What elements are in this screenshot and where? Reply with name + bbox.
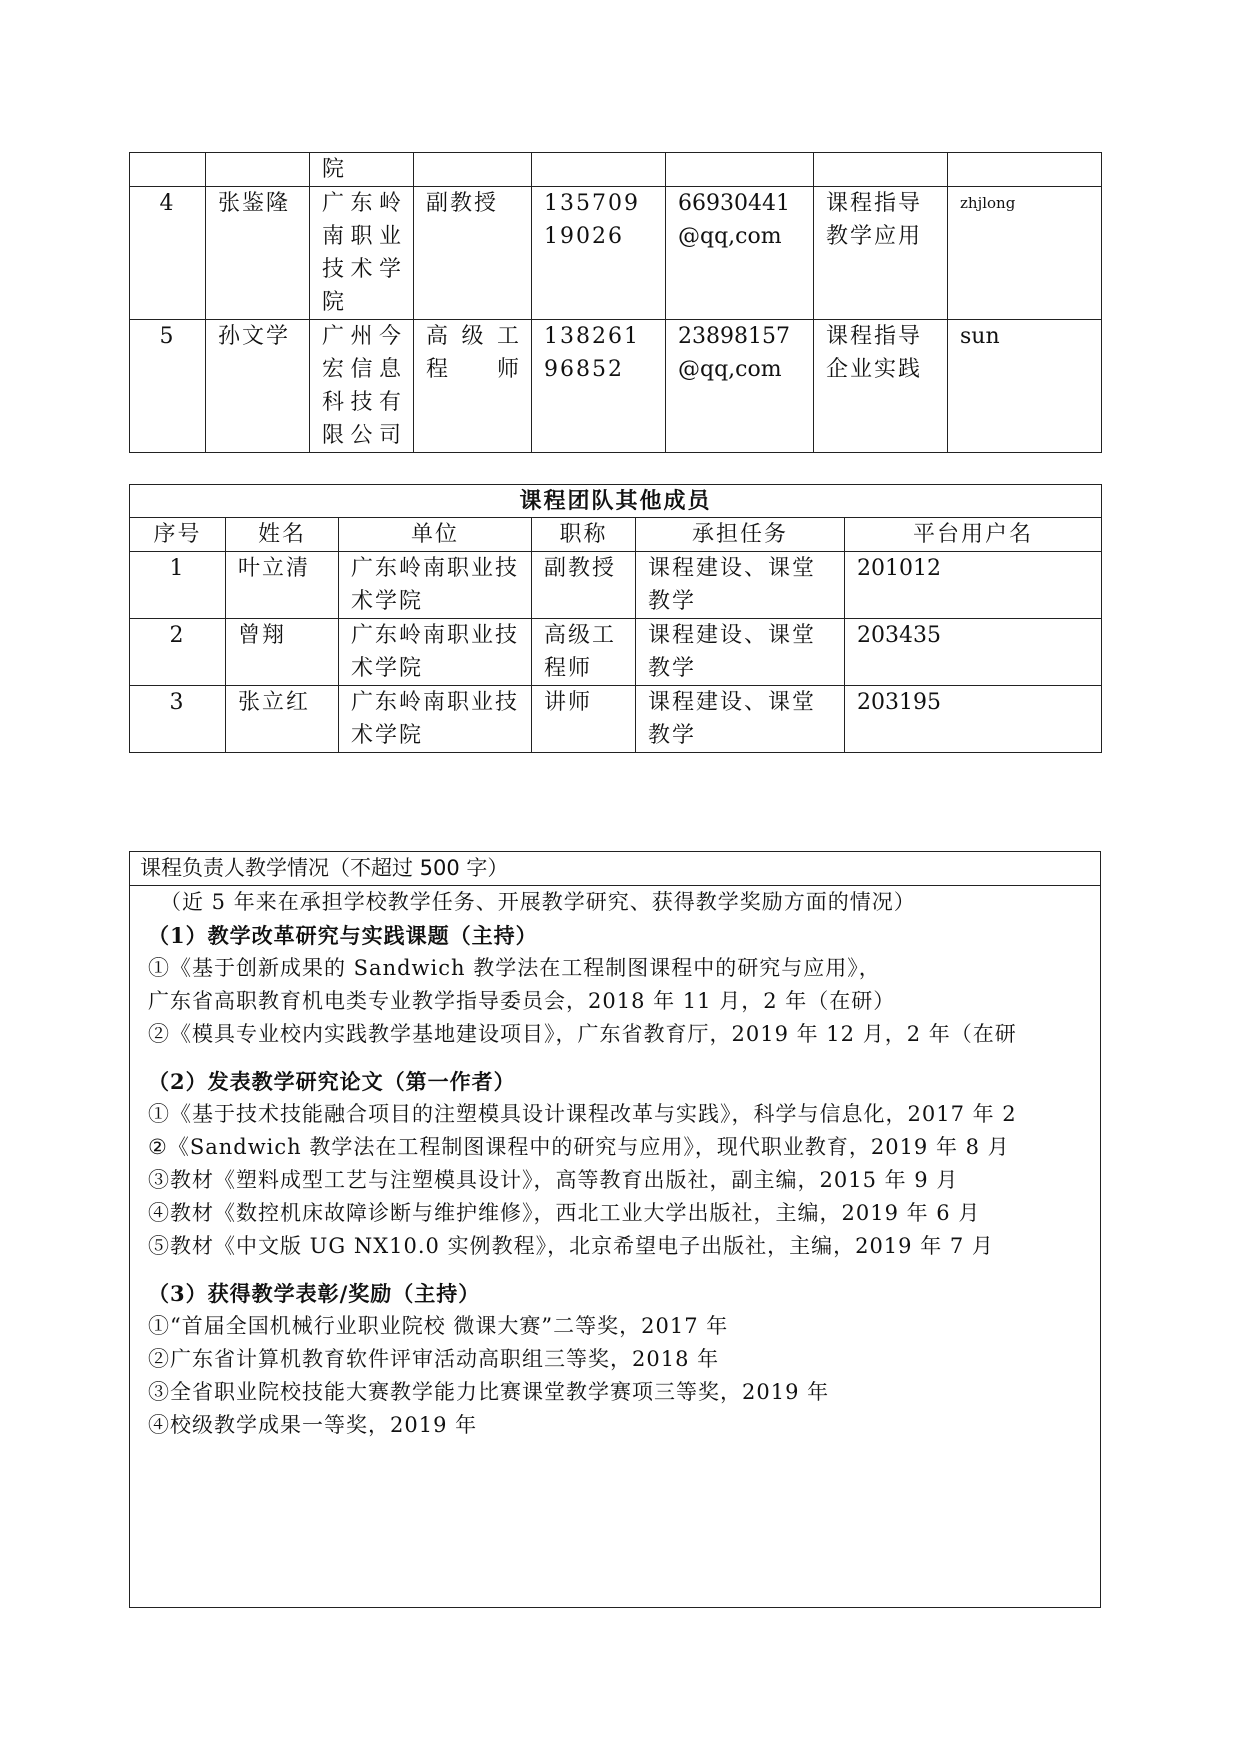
- teaching-title: 课程负责人教学情况（不超过 500 字）: [130, 852, 1100, 886]
- cell-task: 课程建设、课堂教学: [636, 686, 845, 753]
- cell-username: zhjlong: [948, 187, 1102, 320]
- cell-no: 3: [130, 686, 226, 753]
- header-no: 序号: [130, 518, 226, 552]
- header-unit: 单位: [339, 518, 532, 552]
- cell-unit: 广东岭南职业技术学院: [339, 552, 532, 619]
- cell-email: [666, 153, 814, 187]
- table-row: [130, 552, 1102, 619]
- cell-name: [206, 153, 310, 187]
- cell-no: 1: [130, 552, 226, 619]
- section-heading: （3）获得教学表彰/奖励（主持）: [148, 1281, 481, 1306]
- cell-email: 23898157@qq,com: [666, 320, 814, 453]
- header-username: 平台用户名: [845, 518, 1102, 552]
- cell-task: [814, 153, 948, 187]
- cell-unit: 广东岭南职业技术学院: [339, 619, 532, 686]
- table-row: [130, 187, 1102, 320]
- cell-name: 张立红: [226, 686, 339, 753]
- list-item: ④校级教学成果一等奖，2019 年: [148, 1413, 478, 1437]
- cell-title: 副教授: [414, 187, 532, 320]
- section-heading: （1）教学改革研究与实践课题（主持）: [148, 923, 538, 948]
- list-item: ⑤教材《中文版 UG NX10.0 实例教程》，北京希望电子出版社，主编，2019 年 7 月: [148, 1234, 994, 1258]
- table-row: [130, 153, 1102, 187]
- cell-no: 5: [130, 320, 206, 453]
- cell-task: 课程建设、课堂教学: [636, 552, 845, 619]
- section-heading: （2）发表教学研究论文（第一作者）: [148, 1069, 516, 1094]
- cell-title: 高级工程师: [532, 619, 636, 686]
- other-members-title: 课程团队其他成员: [130, 485, 1102, 518]
- header-name: 姓名: [226, 518, 339, 552]
- cell-email: 66930441@qq,com: [666, 187, 814, 320]
- cell-task: 课程指导教学应用: [814, 187, 948, 320]
- list-item: ③教材《塑料成型工艺与注塑模具设计》，高等教育出版社，副主编，2015 年 9 月: [148, 1168, 959, 1192]
- list-item: ②《模具专业校内实践教学基地建设项目》，广东省教育厅，2019 年 12 月，2 年（在研: [148, 1022, 1017, 1046]
- cell-unit: 院: [310, 153, 414, 187]
- cell-title: 讲师: [532, 686, 636, 753]
- members-table: [129, 152, 1102, 453]
- cell-name: 叶立清: [226, 552, 339, 619]
- cell-unit: 广州今宏信息科技有限公司: [310, 320, 414, 453]
- cell-username: 201012: [845, 552, 1102, 619]
- cell-no: 2: [130, 619, 226, 686]
- table-row: [130, 686, 1102, 753]
- cell-phone: 13826196852: [532, 320, 666, 453]
- list-item: ③全省职业院校技能大赛教学能力比赛课堂教学赛项三等奖，2019 年: [148, 1380, 830, 1404]
- table-header-row: [130, 518, 1102, 552]
- list-item: ①“首届全国机械行业职业院校 微课大赛”二等奖，2017 年: [148, 1314, 729, 1338]
- cell-no: [130, 153, 206, 187]
- table-row: [130, 320, 1102, 453]
- list-item: ①《基于技术技能融合项目的注塑模具设计课程改革与实践》，科学与信息化，2017 年 2: [148, 1102, 1017, 1126]
- cell-title: 高级工程师: [414, 320, 532, 453]
- cell-unit: 广东岭南职业技术学院: [310, 187, 414, 320]
- header-title: 职称: [532, 518, 636, 552]
- table-row: [130, 619, 1102, 686]
- cell-task: 课程建设、课堂教学: [636, 619, 845, 686]
- list-item: ①《基于创新成果的 Sandwich 教学法在工程制图课程中的研究与应用》，: [148, 956, 881, 980]
- list-item: ④教材《数控机床故障诊断与维护维修》，西北工业大学出版社，主编，2019 年 6 月: [148, 1201, 981, 1225]
- cell-title: [414, 153, 532, 187]
- cell-phone: 13570919026: [532, 187, 666, 320]
- cell-username: [948, 153, 1102, 187]
- list-item: ②广东省计算机教育软件评审活动高职组三等奖，2018 年: [148, 1347, 720, 1371]
- table-title-row: [130, 485, 1102, 518]
- teaching-subtitle: （近 5 年来在承担学校教学任务、开展教学研究、获得教学奖励方面的情况）: [160, 890, 916, 914]
- header-task: 承担任务: [636, 518, 845, 552]
- cell-phone: [532, 153, 666, 187]
- cell-username: sun: [948, 320, 1102, 453]
- list-item: ②《Sandwich 教学法在工程制图课程中的研究与应用》，现代职业教育，2019 年 8 月: [148, 1135, 1010, 1159]
- other-members-table: [129, 484, 1102, 753]
- cell-username: 203435: [845, 619, 1102, 686]
- teaching-situation-box: [129, 851, 1101, 1608]
- cell-name: 张鉴隆: [206, 187, 310, 320]
- cell-username: 203195: [845, 686, 1102, 753]
- cell-name: 曾翔: [226, 619, 339, 686]
- cell-name: 孙文学: [206, 320, 310, 453]
- cell-unit: 广东岭南职业技术学院: [339, 686, 532, 753]
- cell-no: 4: [130, 187, 206, 320]
- cell-title: 副教授: [532, 552, 636, 619]
- list-item: 广东省高职教育机电类专业教学指导委员会，2018 年 11 月，2 年（在研）: [148, 989, 896, 1013]
- cell-task: 课程指导企业实践: [814, 320, 948, 453]
